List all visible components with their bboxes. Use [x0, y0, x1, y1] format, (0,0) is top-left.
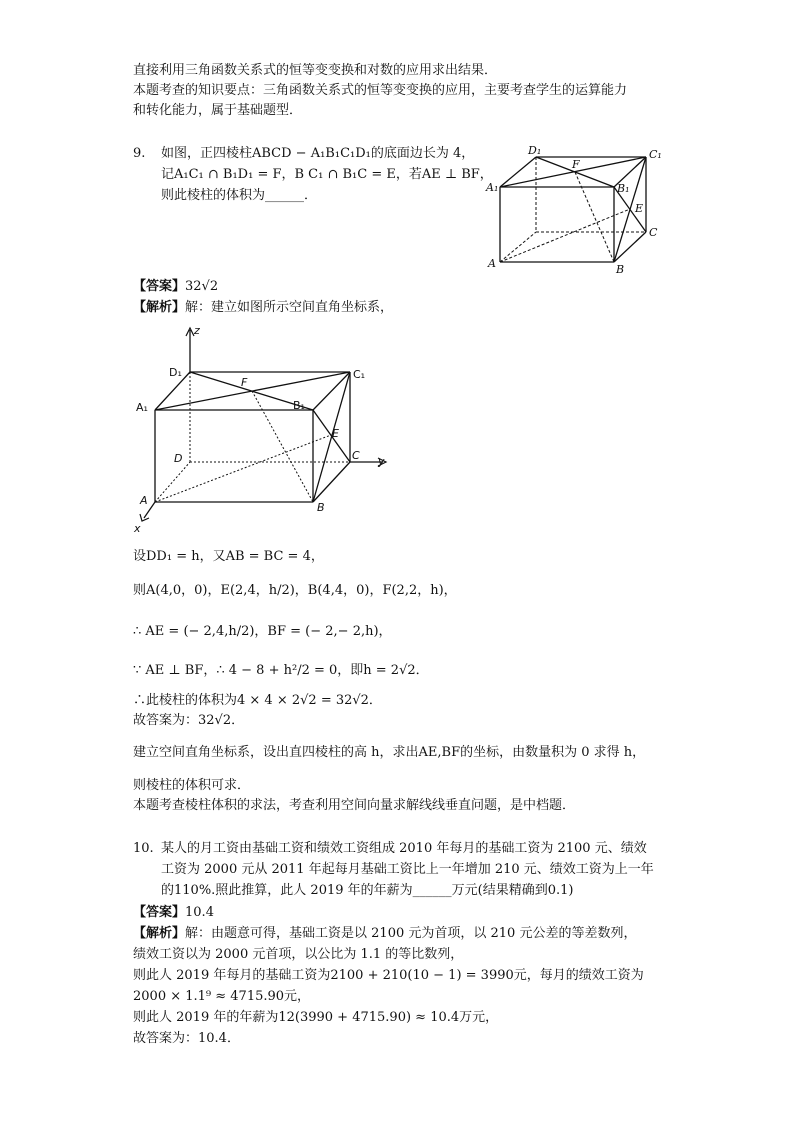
q10-analysis-label: 【解析】	[133, 926, 186, 941]
q10-solution-1: 解：由题意可得，基础工资是以 2100 元为首项，以 210 元公差的等差数列，	[185, 926, 637, 941]
intro-line-1: 直接利用三角函数关系式的恒等变变换和对数的应用求出结果．	[133, 63, 498, 78]
q9-analysis-label: 【解析】	[133, 300, 186, 315]
fig1-label-b: B	[616, 263, 625, 276]
q9-number: 9.	[133, 146, 146, 161]
fig1-label-a: A	[488, 257, 496, 270]
fig2-label-d: D	[174, 452, 183, 465]
intro-line-3: 和转化能力，属于基础题型．	[133, 103, 303, 118]
fig1-label-d1: D₁	[528, 144, 542, 157]
q9-step-3: ∴ AE = (− 2,4,h/2)，BF = (− 2,− 2,h)，	[133, 624, 392, 639]
fig2-label-a: A	[140, 494, 148, 507]
fig2-label-f: F	[241, 376, 248, 389]
fig2-label-b: B	[317, 501, 325, 514]
q9-coordinate-figure	[128, 322, 398, 534]
fig2-axis-y: y	[378, 455, 385, 468]
fig1-label-f: F	[572, 158, 580, 171]
fig2-label-c: C	[352, 449, 360, 462]
fig1-label-c: C	[649, 226, 658, 239]
q9-prism-figure	[484, 142, 664, 277]
q9-summary-1: 建立空间直角坐标系，设出直四棱柱的高 h，求出AE,BF的坐标，由数量积为 0 求得 h，	[133, 745, 646, 760]
intro-line-2: 本题考查的知识要点：三角函数关系式的恒等变变换的应用，主要考查学生的运算能力	[133, 83, 628, 98]
q9-text-2: 记A₁C₁ ∩ B₁D₁ = F，B C₁ ∩ B₁C = E，若AE ⊥ BF，	[161, 167, 493, 182]
q9-analysis-intro: 解：建立如图所示空间直角坐标系，	[185, 300, 394, 315]
q9-analysis	[133, 299, 393, 317]
fig2-label-e: E	[332, 427, 339, 440]
q9-answer	[133, 278, 218, 296]
q9-answer-label: 【答案】	[133, 279, 186, 294]
q10-text-3: 的110%.照此推算，此人 2019 年的年薪为______万元(结果精确到0.1)	[161, 883, 574, 898]
q10-answer-value: 10.4	[185, 905, 214, 920]
fig1-label-e: E	[635, 202, 644, 215]
q10-solution-2: 绩效工资以为 2000 元首项，以公比为 1.1 的等比数列，	[133, 947, 464, 962]
q9-step-4: ∵ AE ⊥ BF，∴ 4 − 8 + h²/2 = 0，即h = 2√2．	[133, 663, 429, 678]
q10-text-2: 工资为 2000 元从 2011 年起每月基础工资比上一年增加 210 元、绩效工资为上一年	[161, 862, 654, 877]
q10-answer	[133, 904, 214, 922]
fig1-label-c1: C₁	[649, 148, 662, 161]
q10-number: 10.	[133, 841, 154, 856]
fig2-label-b1: B₁	[293, 399, 305, 412]
q9-summary-2: 则棱柱的体积可求．	[133, 778, 251, 793]
q9-step-5: ∴此棱柱的体积为4 × 4 × 2√2 = 32√2．	[133, 693, 382, 708]
q10-solution-6: 故答案为：10.4．	[133, 1031, 240, 1046]
fig2-axis-z: z	[194, 324, 200, 337]
q10-solution-4: 2000 × 1.1⁹ ≈ 4715.90元，	[133, 989, 311, 1004]
q9-step-1: 设DD₁ = h，又AB = BC = 4，	[133, 549, 324, 564]
fig2-label-a1: A₁	[136, 401, 148, 414]
fig2-label-d1: D₁	[169, 366, 182, 379]
q9-summary-3: 本题考查棱柱体积的求法，考查利用空间向量求解线线垂直问题，是中档题．	[133, 798, 576, 813]
q10-solution-5: 则此人 2019 年的年薪为12(3990 + 4715.90) ≈ 10.4万元，	[133, 1010, 499, 1025]
fig2-axis-x: x	[134, 522, 141, 534]
q10-answer-label: 【答案】	[133, 905, 186, 920]
q9-step-6: 故答案为：32√2．	[133, 713, 245, 728]
fig1-label-b1: B₁	[617, 182, 630, 195]
q9-text-1: 如图，正四棱柱ABCD − A₁B₁C₁D₁的底面边长为 4，	[161, 146, 475, 161]
q9-text-3: 则此棱柱的体积为______．	[161, 188, 318, 203]
q9-step-2: 则A(4,0，0)，E(2,4，h/2)，B(4,4，0)，F(2,2，h)，	[133, 583, 457, 598]
fig1-label-a1: A₁	[486, 181, 499, 194]
q10-solution-3: 则此人 2019 年每月的基础工资为2100 + 210(10 − 1) = 3990元，每月的绩效工资为	[133, 968, 644, 983]
q10-analysis	[133, 925, 636, 943]
fig2-label-c1: C₁	[353, 368, 366, 381]
q9-answer-value: 32√2	[185, 279, 219, 294]
q10-text-1: 某人的月工资由基础工资和绩效工资组成 2010 年每月的基础工资为 2100 元、绩效	[161, 841, 647, 856]
